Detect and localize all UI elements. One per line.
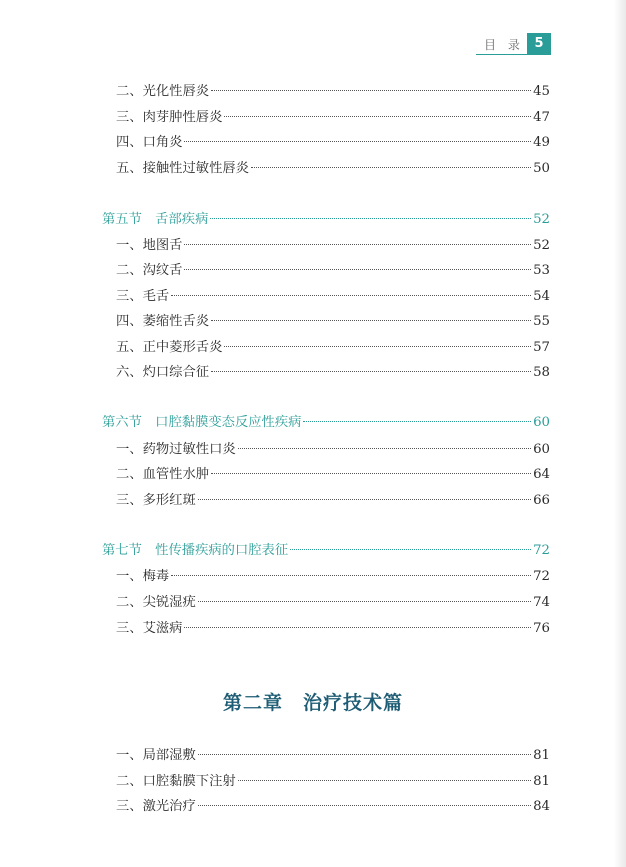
toc-entry-page: 64 [533,467,550,482]
toc-entry-page: 49 [533,135,550,150]
toc-entry-label: 一、药物过敏性口炎 [116,442,236,457]
toc-section-heading[interactable] [102,541,550,561]
toc-entry[interactable] [116,82,550,102]
toc-entry[interactable] [116,108,550,128]
page-edge-shadow [614,0,626,867]
toc-entry-page: 81 [533,774,550,789]
toc-entry-label: 四、口角炎 [116,135,183,150]
toc-entry-label: 三、激光治疗 [116,799,196,814]
leader-dots [171,295,531,296]
header-page-number: 5 [527,33,551,54]
leader-dots [238,780,531,781]
leader-dots [184,627,531,628]
toc-section-title: 第五节 舌部疾病 [102,212,209,227]
chapter-title[interactable]: 第二章 治疗技术篇 [222,692,403,714]
toc-entry-page: 66 [533,493,550,508]
leader-dots [211,371,531,372]
toc-entry[interactable] [116,312,550,332]
toc-entry[interactable] [116,567,550,587]
toc-entry-page: 74 [533,595,550,610]
leader-dots [211,473,531,474]
toc-entry[interactable] [116,772,550,792]
toc-entry-page: 58 [533,365,550,380]
toc-entry-label: 四、萎缩性舌炎 [116,314,210,329]
toc-entry[interactable] [116,746,550,766]
toc-entry-label: 二、口腔黏膜下注射 [116,774,236,789]
toc-entry-page: 52 [533,238,550,253]
toc-entry[interactable] [116,133,550,153]
toc-entry-page: 72 [533,569,550,584]
toc-entry[interactable] [116,593,550,613]
leader-dots [224,116,531,117]
leader-dots [198,754,531,755]
toc-section-page: 52 [533,212,550,227]
toc-entry[interactable] [116,465,550,485]
toc-section-heading[interactable] [102,210,550,230]
leader-dots [210,218,531,219]
leader-dots [184,269,531,270]
toc-entry-page: 53 [533,263,550,278]
toc-entry[interactable] [116,261,550,281]
toc-entry-label: 二、尖锐湿疣 [116,595,196,610]
running-header [476,33,551,55]
leader-dots [211,90,531,91]
leader-dots [184,244,531,245]
toc-entry-page: 76 [533,621,550,636]
toc-entry-page: 54 [533,289,550,304]
toc-entry[interactable] [116,338,550,358]
toc-section-heading[interactable] [102,413,550,433]
toc-entry-label: 三、多形红斑 [116,493,196,508]
leader-dots [238,448,531,449]
leader-dots [171,575,531,576]
toc-section-page: 60 [533,415,550,430]
toc-entry-label: 三、毛舌 [116,289,170,304]
toc-entry-page: 45 [533,84,550,99]
toc-entry-label: 一、梅毒 [116,569,170,584]
leader-dots [224,346,531,347]
toc-entry-label: 六、灼口综合征 [116,365,210,380]
toc-entry[interactable] [116,491,550,511]
leader-dots [303,421,531,422]
toc-entry-label: 二、血管性水肿 [116,467,210,482]
toc-entry-page: 81 [533,748,550,763]
toc-entry-label: 二、沟纹舌 [116,263,183,278]
leader-dots [198,499,531,500]
toc-entry-label: 一、局部湿敷 [116,748,196,763]
toc-entry-label: 三、肉芽肿性唇炎 [116,110,223,125]
header-title: 目 录 [484,38,524,52]
toc-entry[interactable] [116,797,550,817]
toc-entry-page: 55 [533,314,550,329]
leader-dots [290,549,531,550]
toc-entry[interactable] [116,159,550,179]
toc-entry-page: 57 [533,340,550,355]
toc-entry-page: 84 [533,799,550,814]
toc-entry[interactable] [116,287,550,307]
toc-entry-page: 60 [533,442,550,457]
leader-dots [184,141,531,142]
toc-entry[interactable] [116,440,550,460]
leader-dots [251,167,531,168]
toc-entry-label: 一、地图舌 [116,238,183,253]
toc-entry-label: 三、艾滋病 [116,621,183,636]
toc-entry[interactable] [116,619,550,639]
leader-dots [198,601,531,602]
leader-dots [198,805,531,806]
toc-section-page: 72 [533,543,550,558]
toc-entry-label: 五、接触性过敏性唇炎 [116,161,249,176]
toc-entry[interactable] [116,363,550,383]
toc-entry-label: 五、正中菱形舌炎 [116,340,223,355]
toc-section-title: 第七节 性传播疾病的口腔表征 [102,543,289,558]
toc-entry[interactable] [116,236,550,256]
toc-entry-page: 50 [533,161,550,176]
toc-entry-page: 47 [533,110,550,125]
toc-entry-label: 二、光化性唇炎 [116,84,210,99]
toc-section-title: 第六节 口腔黏膜变态反应性疾病 [102,415,302,430]
leader-dots [211,320,531,321]
